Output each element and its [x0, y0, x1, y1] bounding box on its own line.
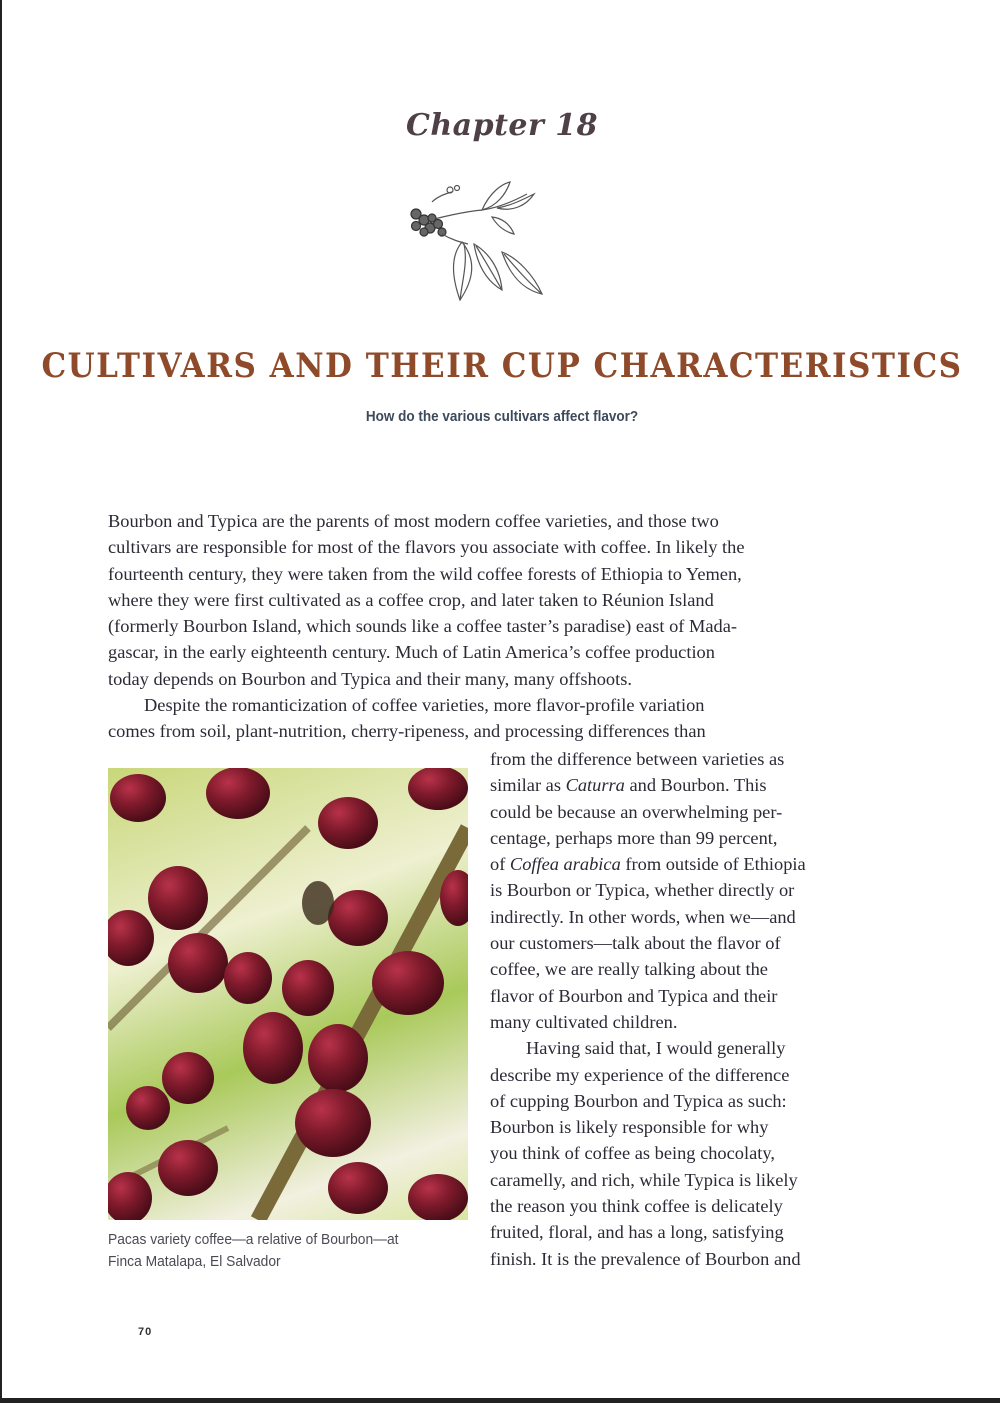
text-line: many cultivated children. [490, 1011, 678, 1032]
text-line: fruited, floral, and has a long, satisfying [490, 1222, 784, 1243]
italic-term: Coffea arabica [509, 854, 621, 875]
text-line: finish. It is the prevalence of Bourbon and [490, 1248, 801, 1269]
body-text-right-column [490, 746, 870, 1272]
photo-illustration [108, 768, 468, 1220]
text-line: centage, perhaps more than 99 percent, [490, 827, 778, 848]
text-line: gascar, in the early eighteenth century. Much of Latin America’s coffee production [108, 642, 715, 663]
text-line: Despite the romanticization of coffee varieties, more flavor-profile variation [144, 695, 705, 716]
text-line: comes from soil, plant-nutrition, cherry-ripeness, and processing differences than [108, 721, 706, 742]
text-line: could be because an overwhelming per- [490, 801, 783, 822]
photo-caption [108, 1229, 439, 1273]
text-line: our customers—talk about the flavor of [490, 933, 781, 954]
text-line: where they were first cultivated as a coffee crop, and later taken to Réunion Island [108, 589, 714, 610]
italic-term: Caturra [565, 775, 625, 796]
text-line: is Bourbon or Typica, whether directly or [490, 880, 795, 901]
body-text-intro [108, 508, 868, 745]
text-line: (formerly Bourbon Island, which sounds like a coffee taster’s paradise) east of Mada- [108, 616, 737, 637]
text-line: cultivars are responsible for most of the flavors you associate with coffee. In likely the [108, 537, 745, 558]
text-line: flavor of Bourbon and Typica and their [490, 985, 778, 1006]
text-line: today depends on Bourbon and Typica and their many, many offshoots. [108, 668, 632, 689]
text-line: caramelly, and rich, while Typica is likely [490, 1169, 798, 1190]
text-line: from the difference between varieties as [490, 749, 785, 769]
caption-line: Pacas variety coffee—a relative of Bourbon—at [108, 1231, 399, 1248]
chapter-title: CULTIVARS AND THEIR CUP CHARACTERISTICS [41, 346, 963, 386]
text-line: Bourbon and Typica are the parents of most modern coffee varieties, and those two [108, 511, 719, 531]
caption-line: Finca Matalapa, El Salvador [108, 1253, 281, 1270]
text-line: of Coffea arabica from outside of Ethiopia [490, 854, 806, 875]
text-line: indirectly. In other words, when we—and [490, 906, 796, 927]
text-line: of cupping Bourbon and Typica as such: [490, 1090, 787, 1111]
coffee-branch-icon [402, 172, 562, 314]
chapter-label: Chapter 18 [405, 108, 599, 143]
page-number: 70 [138, 1326, 153, 1338]
text-line: similar as Caturra and Bourbon. This [490, 775, 767, 796]
text-line: coffee, we are really talking about the [490, 959, 768, 980]
text-line: describe my experience of the difference [490, 1064, 790, 1085]
text-line: fourteenth century, they were taken from the wild coffee forests of Ethiopia to Yemen, [108, 563, 742, 584]
text-line: Bourbon is likely responsible for why [490, 1117, 769, 1138]
coffee-cherries-photo [108, 768, 468, 1220]
text-line: the reason you think coffee is delicately [490, 1196, 783, 1217]
text-line: Having said that, I would generally [526, 1038, 786, 1059]
text-line: you think of coffee as being chocolaty, [490, 1143, 775, 1164]
chapter-subtitle: How do the various cultivars affect flavor? [365, 408, 639, 425]
